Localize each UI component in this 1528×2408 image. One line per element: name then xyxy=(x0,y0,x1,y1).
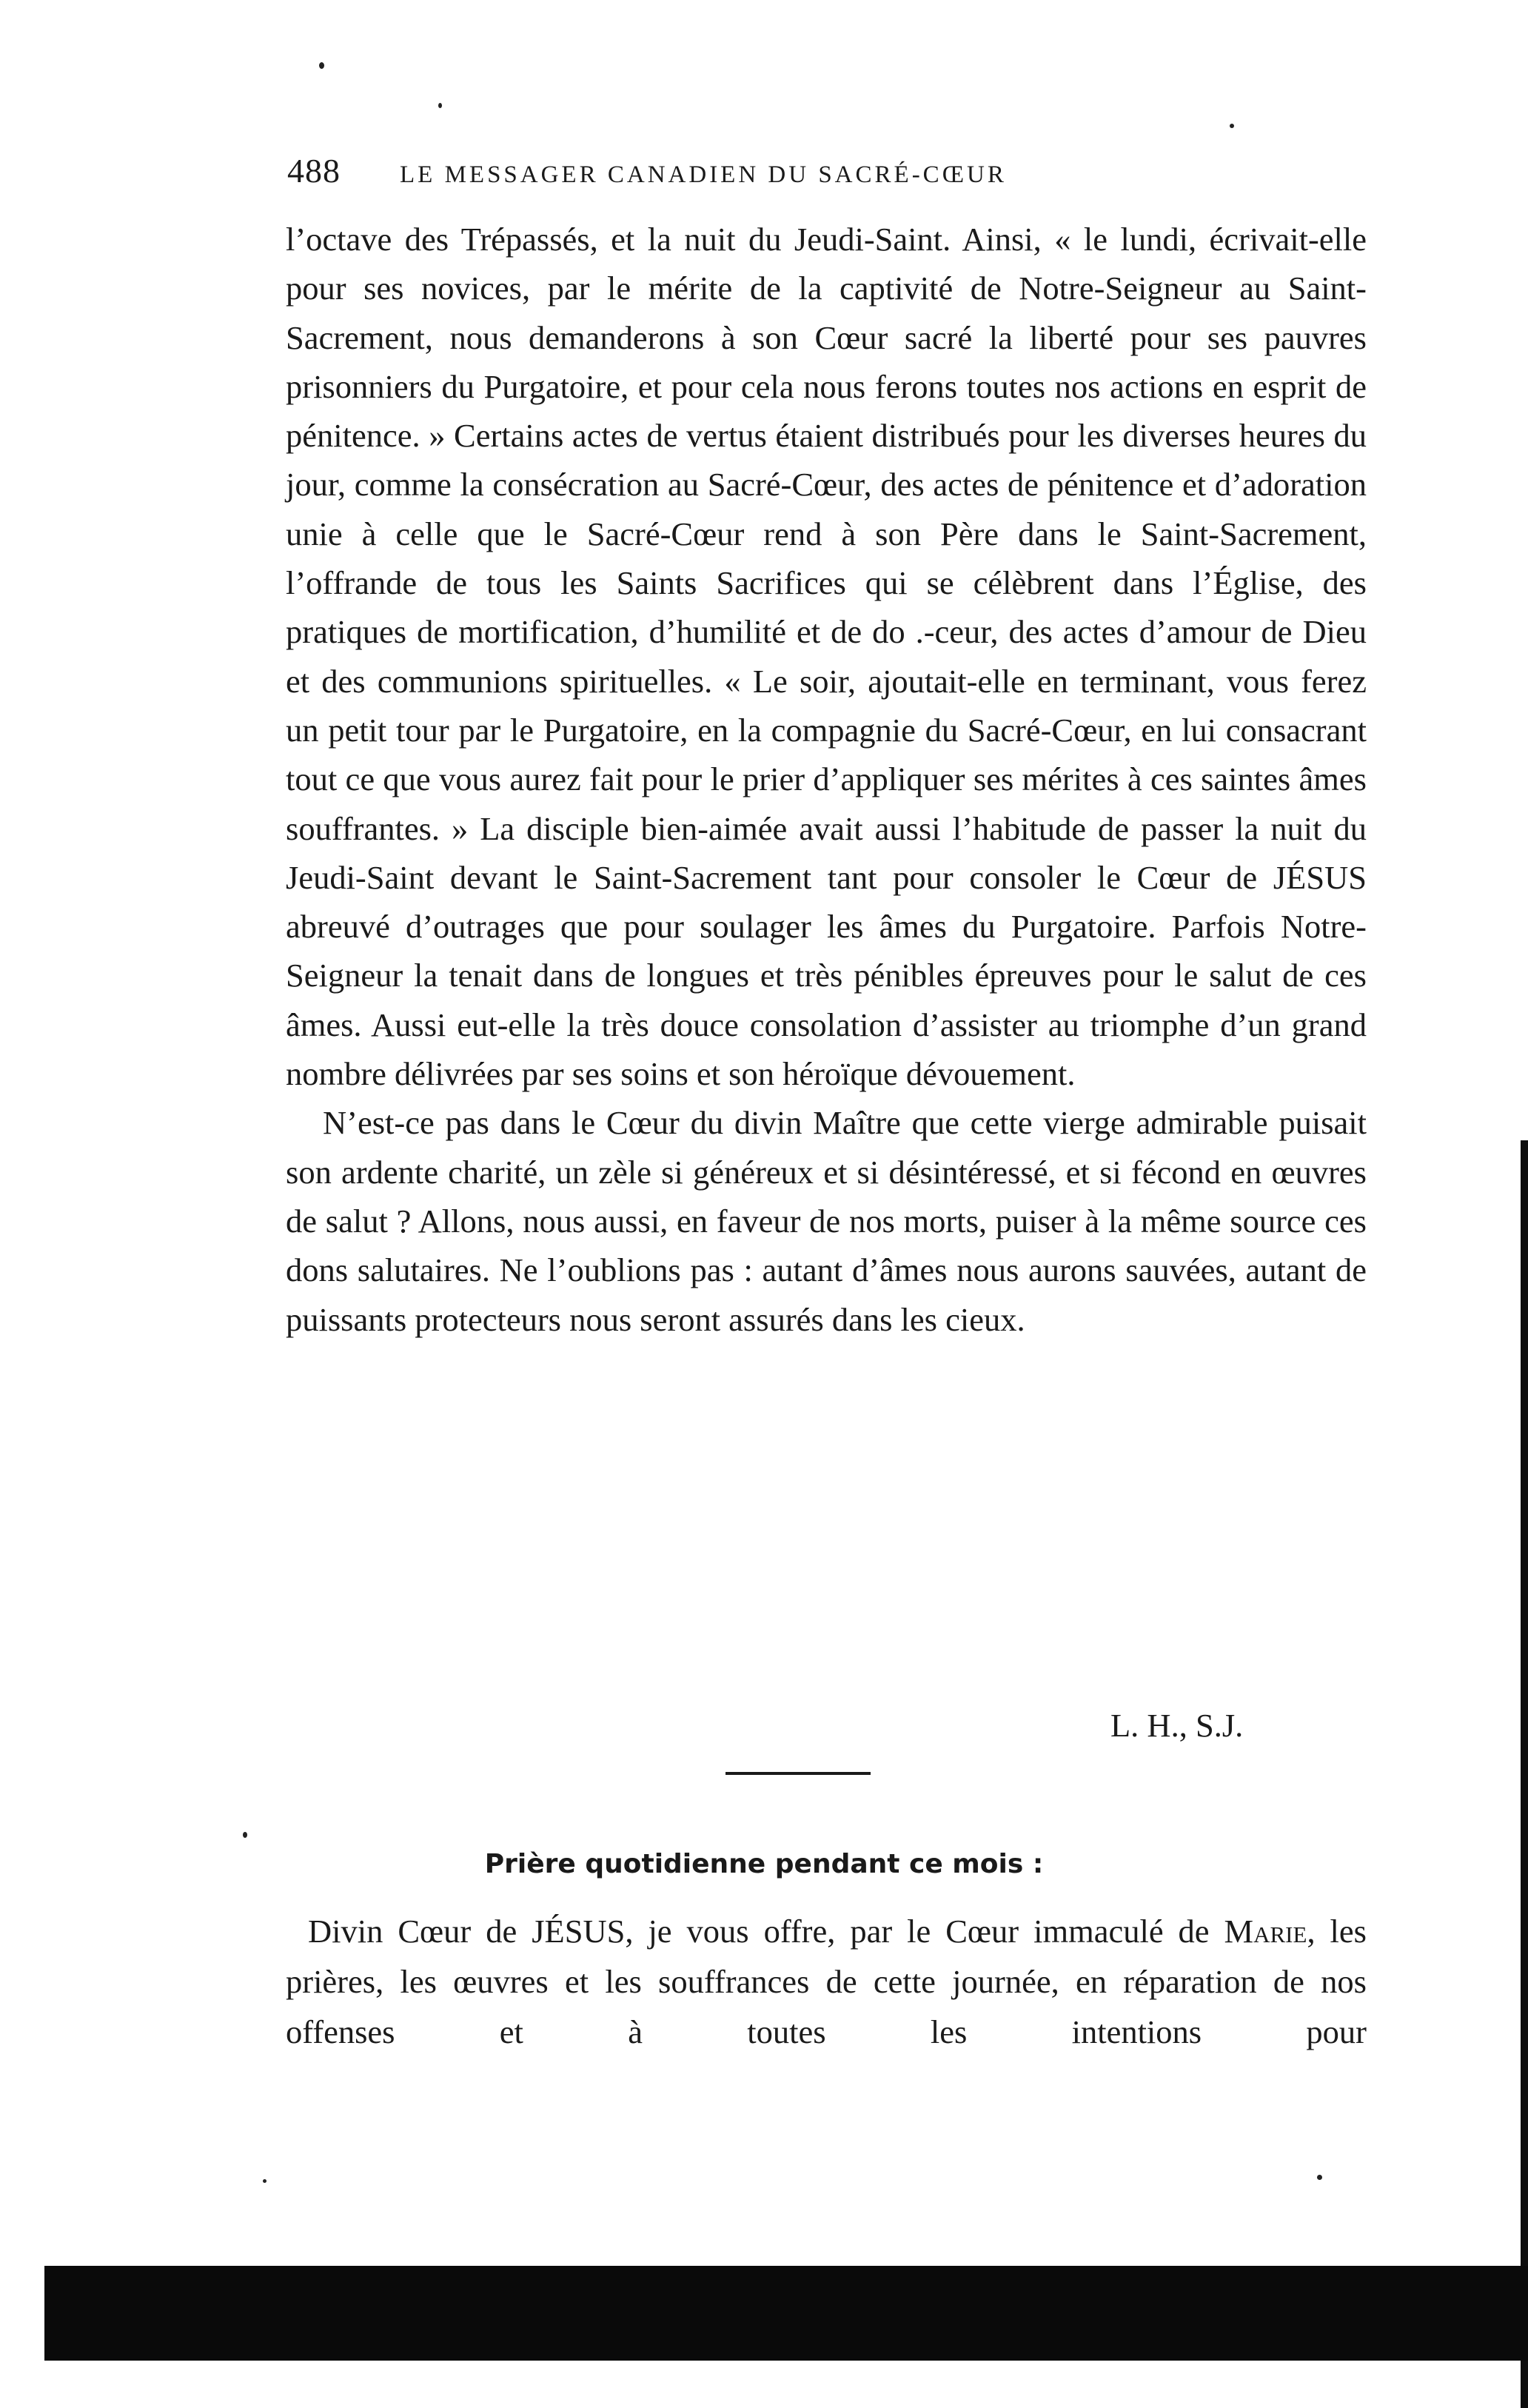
scan-bottom-border xyxy=(44,2266,1528,2361)
ink-speck xyxy=(1317,2175,1322,2180)
prayer-text-rest: , les prières, les œuvres et les souffrances de cette journée, en réparation de nos offenses et à toutes les intentions pour xyxy=(286,1913,1367,2050)
prayer-paragraph xyxy=(286,1906,1367,2057)
running-head xyxy=(287,151,1361,210)
section-divider xyxy=(726,1772,871,1775)
ink-speck xyxy=(319,62,324,69)
prayer-body xyxy=(286,1906,1367,2057)
ink-speck xyxy=(1230,124,1234,128)
prayer-text-marie: Marie xyxy=(1224,1913,1307,1950)
ink-speck xyxy=(263,2179,267,2183)
prayer-heading: Prière quotidienne pendant ce mois : xyxy=(484,1849,1044,1879)
ink-speck xyxy=(243,1832,247,1838)
page-edge-shadow xyxy=(1521,1140,1528,2408)
page-number: 488 xyxy=(287,152,341,190)
article-paragraph: N’est-ce pas dans le Cœur du divin Maître que cette vierge admirable puisait son ardente charité, un zèle si généreux et si désintéressé, et si fécond en œuvres de salut ? Allons, nous aussi, en faveur de nos morts, puiser à la même source ces dons salutaires. Ne l’oublions pas : autant d’âmes nous aurons sauvées, autant de puissants protecteurs nous seront assurés dans les cieux. xyxy=(286,1104,1367,1338)
article-paragraph: l’octave des Trépassés, et la nuit du Jeudi-Saint. Ainsi, « le lundi, écrivait-elle pour ses novices, par le mérite de la captivité de Notre-Seigneur au Saint-Sacrement, nous demanderons à son Cœur sacré la liberté pour ses pauvres prisonniers du Purgatoire, et pour cela nous ferons toutes nos actions en esprit de pénitence. » Certains actes de vertus étaient distribués pour les diverses heures du jour, comme la consécration au Sacré-Cœur, des actes de pénitence et d’adoration unie à celle que le Sacré-Cœur rend à son Père dans le Saint-Sacrement, l’offrande de tous les Saints Sacrifices qui se célèbrent dans l’Église, des pratiques de mortification, d’humilité et de do .-ceur, des actes d’amour de Dieu et des communions spirituelles. « Le soir, ajoutait-elle en terminant, vous ferez un petit tour par le Purgatoire, en la compagnie du Sacré-Cœur, en lui consacrant tout ce que vous aurez fait pour le prier d’appliquer ses mérites à ces saintes âmes souffrantes. » La disciple bien-aimée avait aussi l’habitude de passer la nuit du Jeudi-Saint devant le Saint-Sacrement tant pour consoler le Cœur de JÉSUS abreuvé d’outrages que pour soulager les âmes du Purgatoire. Parfois Notre-Seigneur la tenait dans de longues et très pénibles épreuves pour le salut de ces âmes. Aussi eut-elle la très douce consolation d’assister au triomphe d’un grand nombre délivrées par ses soins et son héroïque dévouement. xyxy=(286,221,1367,1093)
ink-speck xyxy=(438,103,442,108)
article-body xyxy=(286,215,1367,1344)
prayer-text-start: Divin Cœur de JÉSUS, je vous offre, par le Cœur immaculé de xyxy=(308,1913,1224,1950)
author-signature: L. H., S.J. xyxy=(1110,1707,1244,1744)
journal-title: LE MESSAGER CANADIEN DU SACRÉ-CŒUR xyxy=(400,161,1007,188)
